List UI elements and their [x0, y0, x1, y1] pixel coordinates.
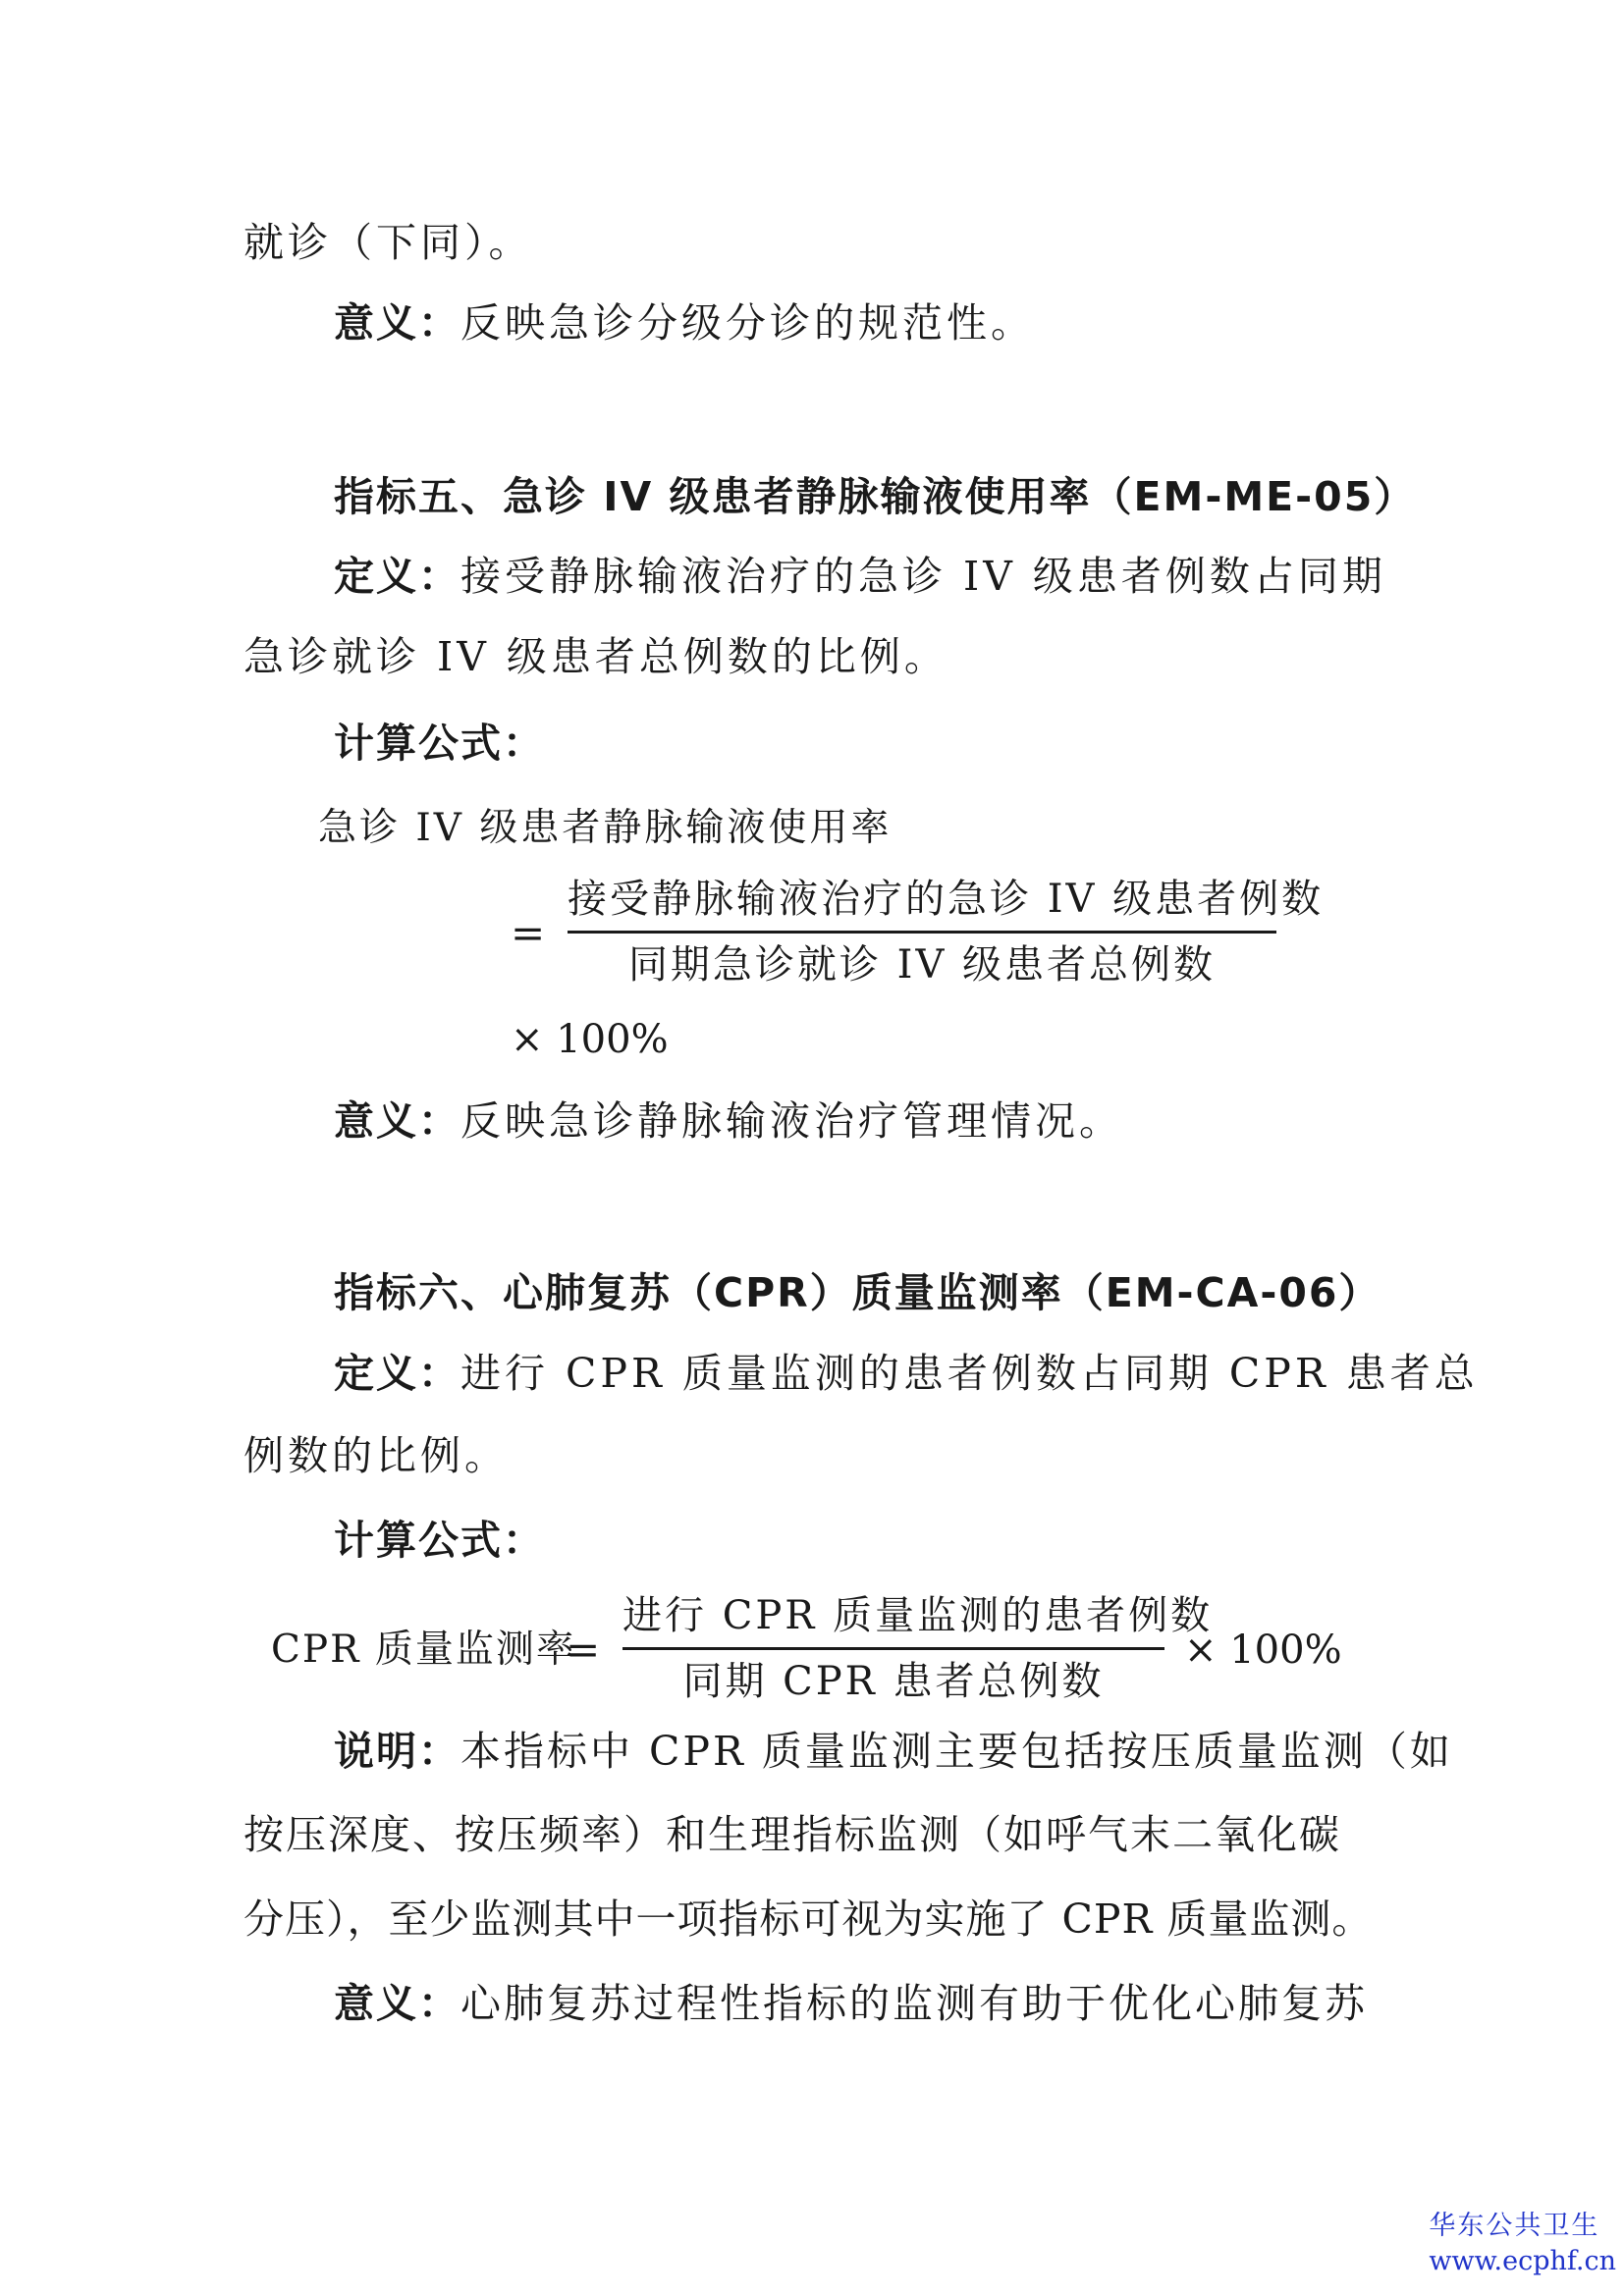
fraction-bar — [623, 1647, 1164, 1650]
note-line-6c: 分压），至少监测其中一项指标可视为实施了 CPR 质量监测。 — [244, 1896, 1374, 1943]
definition-line-6b: 例数的比例。 — [244, 1432, 509, 1479]
watermark-name: 华东公共卫生 — [1429, 2211, 1600, 2241]
formula-label-5: 计算公式： — [334, 720, 545, 767]
formula-multiplier-6: × 100% — [1184, 1628, 1342, 1673]
formula-lhs-6: CPR 质量监测率 — [271, 1628, 576, 1672]
paragraph-line: 就诊（下同）。 — [244, 219, 533, 266]
fraction-denominator: 同期 CPR 患者总例数 — [682, 1659, 1105, 1704]
formula-fraction-6 — [623, 1588, 1214, 1709]
formula-fraction-5 — [568, 872, 1325, 992]
definition-label: 定义： — [334, 1350, 460, 1397]
section-heading-5: 指标五、急诊 IV 级患者静脉输液使用率（EM-ME-05） — [334, 473, 1417, 520]
fraction-denominator: 同期急诊就诊 IV 级患者总例数 — [627, 942, 1217, 988]
meaning-line-4: 意义：反映急诊分级分诊的规范性。 — [334, 299, 1035, 347]
meaning-line-6: 意义：心肺复苏过程性指标的监测有助于优化心肺复苏 — [334, 1980, 1368, 2027]
formula-equals-6: = — [566, 1626, 601, 1674]
formula-multiplier-5: × 100% — [511, 1017, 669, 1062]
fraction-bar — [568, 931, 1276, 934]
watermark-url: www.ecphf.cn — [1429, 2246, 1616, 2276]
meaning-line-5: 意义：反映急诊静脉输液治疗管理情况。 — [334, 1097, 1123, 1145]
definition-line-5b: 急诊就诊 IV 级患者总例数的比例。 — [244, 633, 948, 680]
definition-label: 定义： — [334, 553, 460, 600]
meaning-label: 意义： — [334, 1097, 460, 1145]
note-label: 说明： — [334, 1728, 460, 1775]
watermark — [1429, 2209, 1616, 2279]
formula-equals-5: = — [511, 909, 546, 957]
formula-label-6: 计算公式： — [334, 1517, 545, 1564]
definition-line-5a: 定义：接受静脉输液治疗的急诊 IV 级患者例数占同期 — [334, 553, 1386, 600]
note-line-6a: 说明：本指标中 CPR 质量监测主要包括按压质量监测（如 — [334, 1728, 1453, 1775]
meaning-label: 意义： — [334, 299, 460, 347]
fraction-numerator: 进行 CPR 质量监测的患者例数 — [623, 1593, 1214, 1638]
note-line-6b: 按压深度、按压频率）和生理指标监测（如呼气末二氧化碳 — [244, 1811, 1341, 1858]
definition-line-6a: 定义：进行 CPR 质量监测的患者例数占同期 CPR 患者总 — [334, 1350, 1479, 1397]
formula-lhs-5: 急诊 IV 级患者静脉输液使用率 — [318, 806, 893, 850]
fraction-numerator: 接受静脉输液治疗的急诊 IV 级患者例数 — [568, 877, 1325, 922]
meaning-label: 意义： — [334, 1980, 460, 2027]
section-heading-6: 指标六、心肺复苏（CPR）质量监测率（EM-CA-06） — [334, 1269, 1381, 1316]
